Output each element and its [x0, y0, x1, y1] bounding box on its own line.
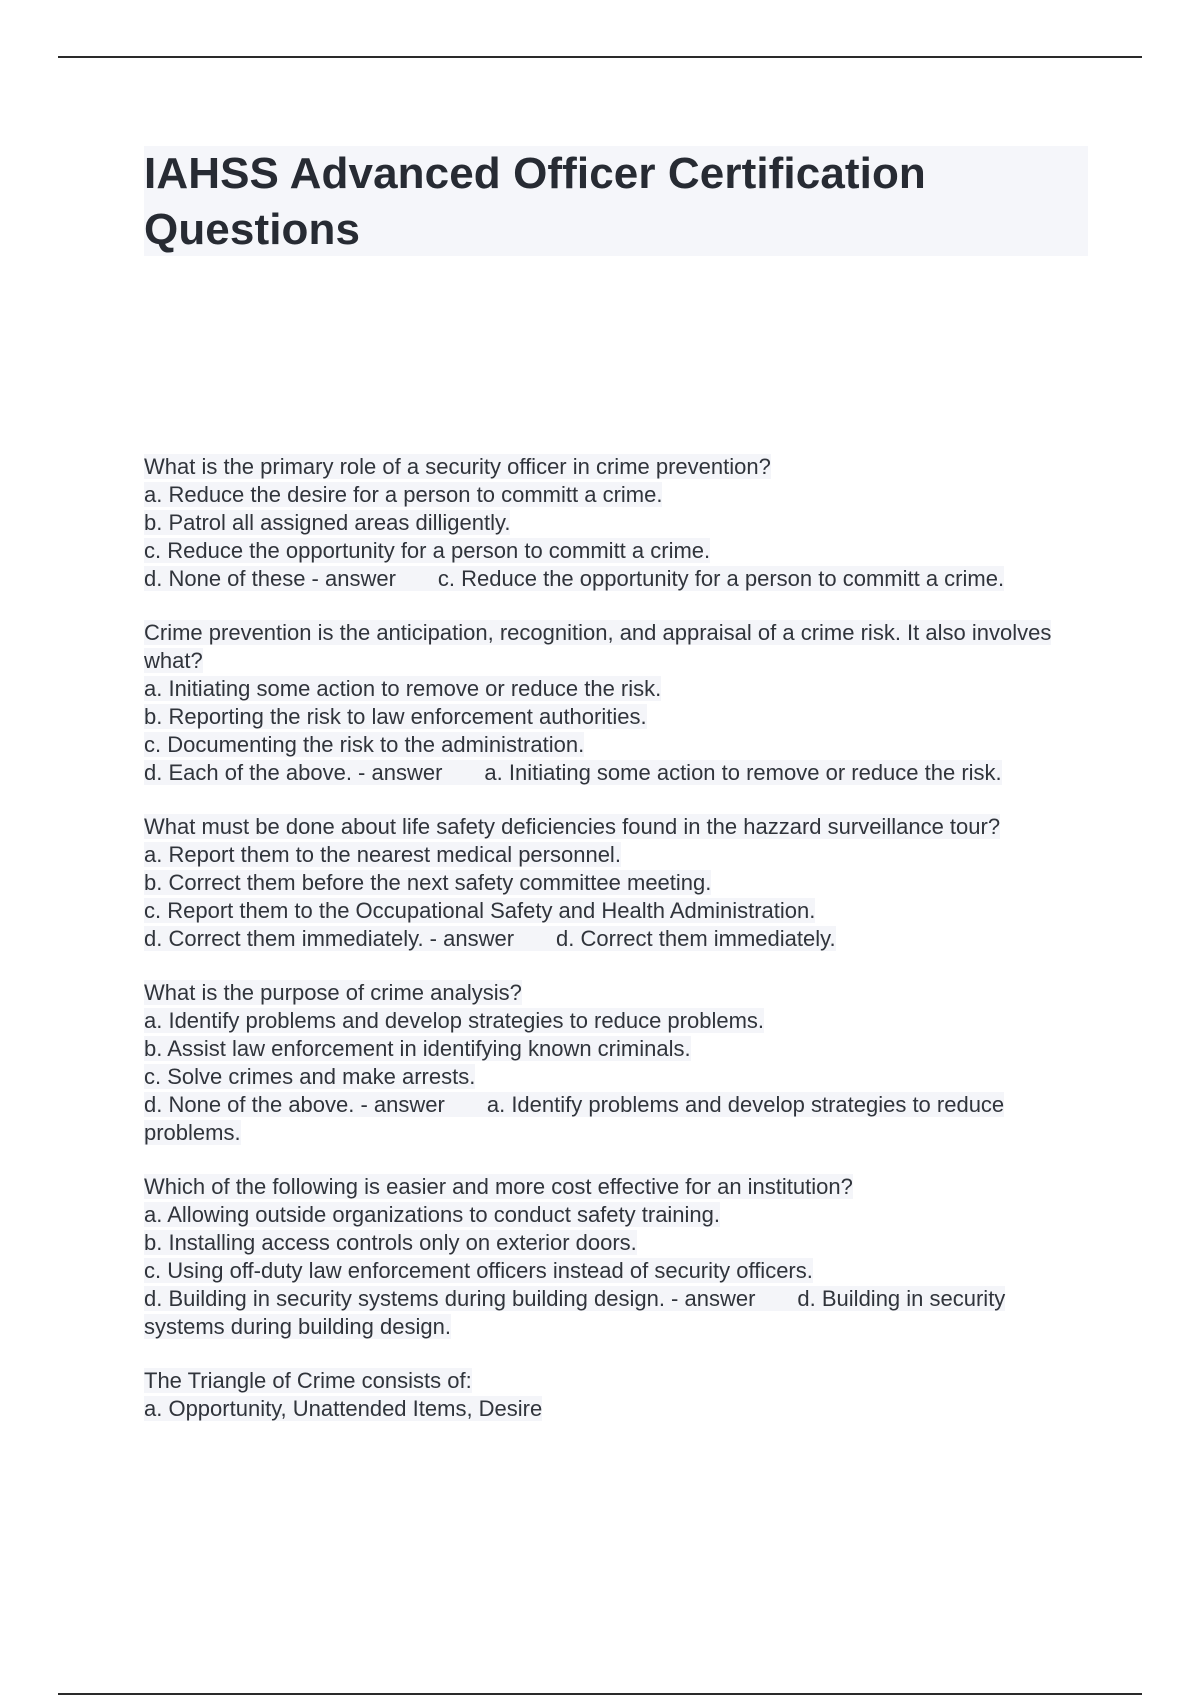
option: c. Reduce the opportunity for a person to committ a crime.: [144, 538, 711, 563]
top-rule: [58, 56, 1142, 58]
option-with-answer: [144, 1285, 1084, 1341]
question-text: What is the primary role of a security officer in crime prevention?: [144, 454, 771, 479]
question-text: Crime prevention is the anticipation, recognition, and appraisal of a crime risk. It also involves what?: [144, 620, 1052, 673]
bottom-rule: [58, 1693, 1142, 1695]
question-item: [144, 1367, 1094, 1423]
option: a. Allowing outside organizations to conduct safety training.: [144, 1202, 721, 1227]
question-item: [144, 1173, 1094, 1341]
question-item: [144, 813, 1094, 953]
option: c. Documenting the risk to the administration.: [144, 732, 585, 757]
option: a. Initiating some action to remove or reduce the risk.: [144, 676, 662, 701]
question-item: [144, 453, 1094, 593]
last-option: d. None of the above. - answer: [144, 1092, 445, 1117]
option: b. Reporting the risk to law enforcement authorities.: [144, 704, 647, 729]
last-option: d. Building in security systems during building design. - answer: [144, 1286, 756, 1311]
question-text: Which of the following is easier and more cost effective for an institution?: [144, 1174, 853, 1199]
option-with-answer: [144, 565, 1094, 593]
document-title: IAHSS Advanced Officer Certification Questions: [144, 149, 926, 254]
last-option: d. Each of the above. - answer: [144, 760, 443, 785]
answer-text: a. Initiating some action to remove or reduce the risk.: [484, 760, 1002, 785]
option: a. Reduce the desire for a person to committ a crime.: [144, 482, 663, 507]
option-with-answer: [144, 1091, 1084, 1147]
question-text: The Triangle of Crime consists of:: [144, 1368, 472, 1393]
option: c. Report them to the Occupational Safety and Health Administration.: [144, 898, 816, 923]
question-text: What is the purpose of crime analysis?: [144, 980, 522, 1005]
option: b. Installing access controls only on exterior doors.: [144, 1230, 637, 1255]
questions-list: [144, 453, 1094, 1449]
option-with-answer: [144, 759, 1094, 787]
option: c. Solve crimes and make arrests.: [144, 1064, 476, 1089]
question-text: What must be done about life safety deficiencies found in the hazzard surveillance tour?: [144, 814, 1001, 839]
answer-text: d. Correct them immediately.: [556, 926, 836, 951]
option: b. Assist law enforcement in identifying known criminals.: [144, 1036, 691, 1061]
answer-text: d. Building in security systems during building design.: [144, 1286, 1006, 1339]
option: c. Using off-duty law enforcement officers instead of security officers.: [144, 1258, 813, 1283]
option-with-answer: [144, 925, 1094, 953]
answer-text: c. Reduce the opportunity for a person to committ a crime.: [437, 566, 1005, 591]
question-item: [144, 619, 1094, 787]
option: a. Identify problems and develop strategies to reduce problems.: [144, 1008, 765, 1033]
option: b. Correct them before the next safety committee meeting.: [144, 870, 712, 895]
option: a. Report them to the nearest medical personnel.: [144, 842, 621, 867]
last-option: d. Correct them immediately. - answer: [144, 926, 515, 951]
title-block: [144, 146, 1088, 256]
last-option: d. None of these - answer: [144, 566, 396, 591]
option: b. Patrol all assigned areas dilligently.: [144, 510, 511, 535]
question-item: [144, 979, 1094, 1147]
answer-text: a. Identify problems and develop strategies to reduce problems.: [144, 1092, 1005, 1145]
option: a. Opportunity, Unattended Items, Desire: [144, 1396, 543, 1421]
